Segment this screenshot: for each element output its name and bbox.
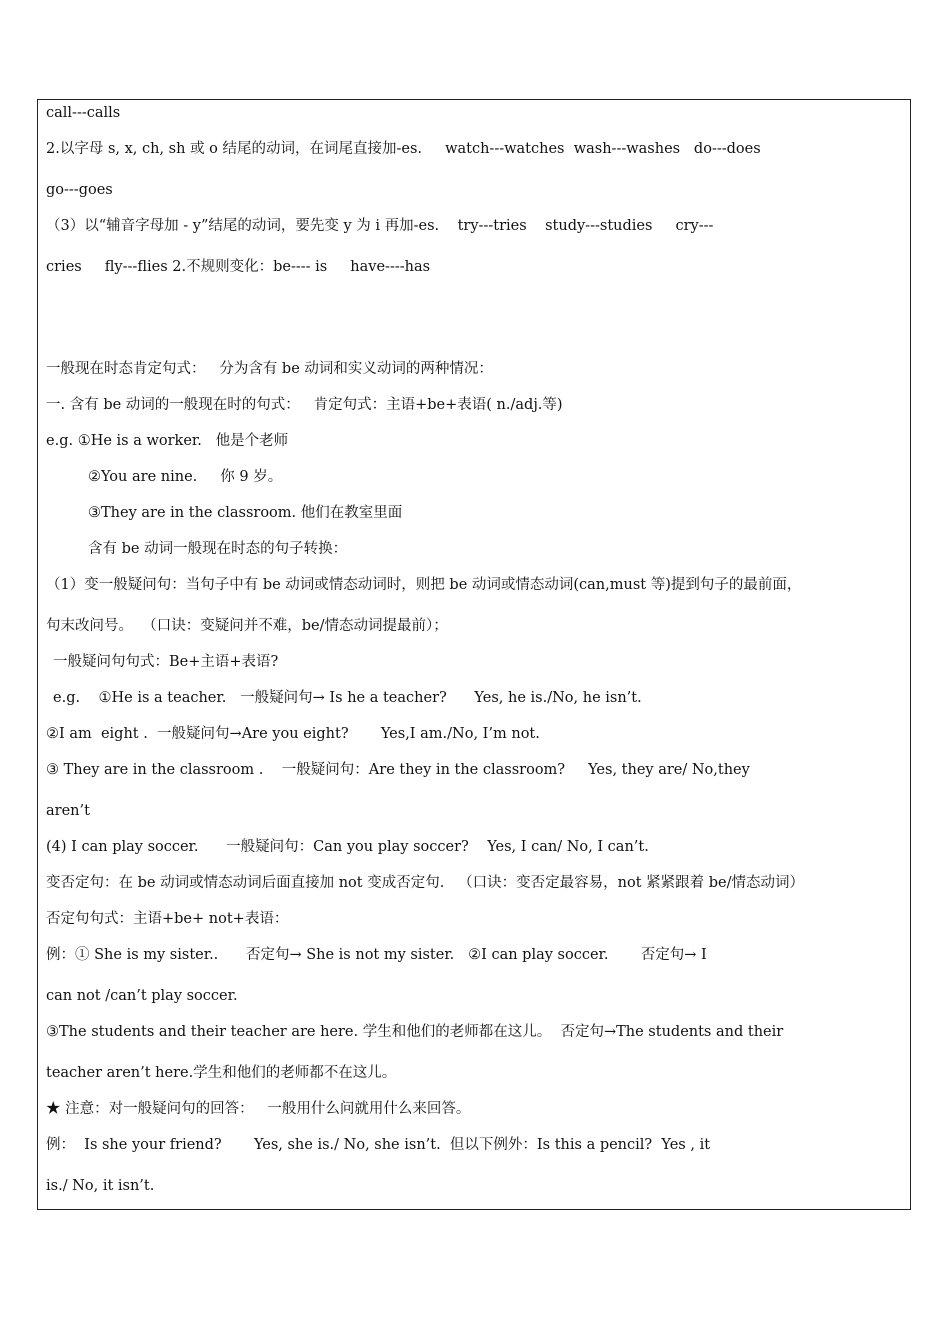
text-line: teacher aren’t here.学生和他们的老师都不在这儿。 bbox=[46, 1065, 397, 1081]
text-line: 2.以字母 s, x, ch, sh 或 o 结尾的动词，在词尾直接加-es. watch---watches wash---washes do---does bbox=[46, 141, 761, 157]
text-line: ②You are nine. 你 9 岁。 bbox=[88, 469, 283, 485]
text-line: 变否定句：在 be 动词或情态动词后面直接加 not 变成否定句. （口诀：变否定最容易，not 紧紧跟着 be/情态动词） bbox=[46, 875, 804, 891]
text-line: e.g. ①He is a teacher. 一般疑问句→ Is he a teacher? Yes, he is./No, he isn’t. bbox=[53, 690, 642, 706]
text-line: ★ 注意：对一般疑问句的回答： 一般用什么问就用什么来回答。 bbox=[46, 1101, 471, 1117]
text-line: 一般现在时态肯定句式： 分为含有 be 动词和实义动词的两种情况： bbox=[46, 361, 493, 377]
text-line: （1）变一般疑问句：当句子中有 be 动词或情态动词时，则把 be 动词或情态动词(can,must 等)提到句子的最前面， bbox=[46, 577, 802, 593]
text-line: (4) I can play soccer. 一般疑问句：Can you play soccer? Yes, I can/ No, I can’t. bbox=[46, 839, 649, 855]
text-line: 否定句句式：主语+be+ not+表语： bbox=[46, 911, 289, 927]
text-line: can not /can’t play soccer. bbox=[46, 988, 238, 1004]
text-line: （3）以“辅音字母加 - y”结尾的动词，要先变 y 为 i 再加-es. try---tries study---studies cry--- bbox=[46, 218, 714, 234]
text-line: ③They are in the classroom. 他们在教室里面 bbox=[88, 505, 403, 521]
text-line: call---calls bbox=[46, 105, 121, 121]
text-line: 一般疑问句句式：Be+主语+表语? bbox=[53, 654, 279, 670]
text-line: go---goes bbox=[46, 182, 113, 198]
text-line: 例：① She is my sister.. 否定句→ She is not my sister. ②I can play soccer. 否定句→ I bbox=[46, 947, 707, 963]
text-line: is./ No, it isn’t. bbox=[46, 1178, 155, 1194]
text-line: ②I am eight . 一般疑问句→Are you eight? Yes,I am./No, I’m not. bbox=[46, 726, 540, 742]
text-line: e.g. ①He is a worker. 他是个老师 bbox=[46, 433, 289, 449]
text-line: ③The students and their teacher are here. 学生和他们的老师都在这儿。 否定句→The students and their bbox=[46, 1024, 784, 1040]
text-line: 含有 be 动词一般现在时态的句子转换： bbox=[88, 541, 348, 557]
text-line: cries fly---flies 2.不规则变化：be---- is have----has bbox=[46, 259, 431, 275]
text-line: 句末改问号。 （口诀：变疑问并不难，be/情态动词提最前）； bbox=[46, 618, 448, 634]
text-line: 例： Is she your friend? Yes, she is./ No, she isn’t. 但以下例外：Is this a pencil? Yes , it bbox=[46, 1137, 711, 1153]
text-line: aren’t bbox=[46, 803, 90, 819]
text-line: ③ They are in the classroom . 一般疑问句：Are they in the classroom? Yes, they are/ No,they bbox=[46, 762, 750, 778]
text-line: 一. 含有 be 动词的一般现在时的句式： 肯定句式：主语+be+表语( n./adj.等) bbox=[46, 397, 563, 413]
